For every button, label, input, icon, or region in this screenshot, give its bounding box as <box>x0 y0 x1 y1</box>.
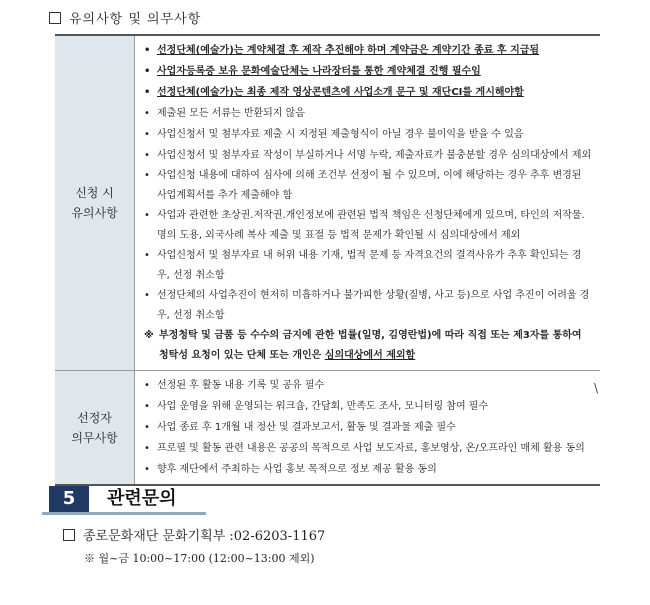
bullet-icon: • <box>144 108 150 119</box>
row-label-line: 선정자 <box>77 410 112 425</box>
page-title <box>49 8 201 27</box>
row-label-application-notes <box>55 35 135 371</box>
list-item <box>143 417 592 438</box>
list-item-text: 사업신청서 및 첨부자료 내 허위 내용 기재, 법적 문제 등 자격요건의 결격사유가 추후 확인되는 경우, 선정 취소함 <box>157 250 582 281</box>
list-item-text: 사업 운영을 위해 운영되는 워크숍, 간담회, 만족도 조사, 모니터링 참여 필수 <box>157 401 489 412</box>
bullet-icon: • <box>144 422 150 433</box>
list-item <box>143 438 592 459</box>
table-row-obligations <box>55 371 600 486</box>
list-item-text: 사업신청 내용에 대하여 심사에 의해 조건부 선정이 될 수 있으며, 이에 해당하는 경우 추후 변경된 사업계획서를 추가 제출해야 함 <box>157 170 582 201</box>
list-item <box>143 206 592 246</box>
stray-mark: \ <box>594 381 599 395</box>
page-title-text: 유의사항 및 의무사항 <box>69 12 202 27</box>
list-item <box>143 82 592 103</box>
section-title: 관련문의 <box>107 488 177 509</box>
list-item <box>143 166 592 206</box>
list-item <box>143 396 592 417</box>
contact-text: 종로문화재단 문화기획부 :02-6203-1167 <box>83 529 326 544</box>
bullet-icon: • <box>144 210 150 221</box>
bullet-icon: • <box>144 464 150 475</box>
list-item <box>143 61 592 82</box>
bullet-icon: • <box>144 250 150 261</box>
list-item-text: 프로필 및 활동 관련 내용은 공공의 목적으로 사업 보도자료, 홍보영상, 온/오프라인 매체 활용 동의 <box>157 443 585 454</box>
bullet-icon: • <box>144 380 150 391</box>
row-content-obligations <box>135 371 601 486</box>
row-label-line: 유의사항 <box>71 206 118 220</box>
list-item <box>143 459 592 480</box>
note-text-underlined: 심의대상에서 제외함 <box>324 350 416 361</box>
list-item-text: 향후 재단에서 주최하는 사업 홍보 목적으로 정보 제공 활용 동의 <box>157 464 437 475</box>
list-item-text: 사업자등록증 보유 문화예술단체는 나라장터를 통한 계약체결 진행 필수임 <box>157 66 481 77</box>
list-item-text: 선정단체의 사업추진이 현저히 미흡하거나 불가피한 상황(질병, 사고 등)으로 사업 추진이 어려울 경우, 선정 취소함 <box>157 290 590 321</box>
bullet-icon: • <box>144 170 150 181</box>
list-item <box>143 40 592 61</box>
bullet-icon: • <box>144 45 151 56</box>
list-item <box>143 246 592 286</box>
list-item <box>143 124 592 145</box>
list-item <box>143 103 592 124</box>
checkbox-square-icon <box>63 529 75 541</box>
note-text: 부정청탁 및 금품 등 수수의 금지에 관한 법률(일명, 김영란법)에 따라 직접 또는 제3자를 통하여 청탁성 요청이 있는 단체 또는 개인은 <box>159 330 582 361</box>
row-content-application-notes <box>135 35 601 371</box>
bullet-icon: • <box>144 290 150 301</box>
bullet-icon: • <box>144 443 150 454</box>
list-item <box>143 286 592 326</box>
row-label-line: 신청 시 <box>75 186 114 200</box>
list-item <box>143 145 592 166</box>
office-hours: ※ 월~금 10:00~17:00 (12:00~13:00 제외) <box>84 552 315 565</box>
list-item-text: 사업신청서 및 첨부자료 작성이 부실하거나 서명 누락, 제출자료가 불충분할 경우 심의대상에서 제외 <box>157 150 592 161</box>
list-item-text: 선정단체(예술가)는 계약체결 후 제작 추진해야 하며 계약금은 계약기간 종료 후 지급됨 <box>157 45 540 56</box>
bullet-icon: • <box>144 87 151 98</box>
list-item-text: 선정된 후 활동 내용 기록 및 공유 필수 <box>157 380 325 391</box>
list-item-text: 사업과 관련한 초상권.저작권.개인정보에 관련된 법적 책임은 신청단체에게 있으며, 타인의 저작물.명의 도용, 외국사례 복사 제출 및 표절 등 법적 문제가 확인될 시 심의대상에서 제외 <box>157 210 585 241</box>
table-row-application-notes <box>55 35 600 371</box>
application-notes-list <box>143 40 592 326</box>
list-item-text: 사업 종료 후 1개월 내 정산 및 결과보고서, 활동 및 결과물 제출 필수 <box>157 422 456 433</box>
checkbox-square-icon <box>49 12 61 24</box>
section-underline <box>42 512 206 515</box>
notice-table <box>55 34 600 486</box>
row-label-obligations <box>55 371 135 486</box>
list-item-text: 제출된 모든 서류는 반환되지 않음 <box>157 108 305 119</box>
bullet-icon: • <box>144 401 150 412</box>
bullet-icon: • <box>144 150 150 161</box>
reference-mark-icon: ※ <box>144 330 154 341</box>
section-number-badge: 5 <box>49 486 89 512</box>
list-item <box>143 375 592 396</box>
row-label-line: 의무사항 <box>71 430 118 445</box>
list-item-text: 사업신청서 및 첨부자료 제출 시 지정된 제출형식이 아닐 경우 불이익을 받을 수 있음 <box>157 129 524 140</box>
note-item <box>143 326 592 366</box>
contact-line <box>63 525 325 544</box>
bullet-icon: • <box>144 129 150 140</box>
list-item-text: 선정단체(예술가)는 최종 제작 영상콘텐츠에 사업소개 문구 및 재단CI를 게시해야함 <box>157 87 524 98</box>
bullet-icon: • <box>144 66 151 77</box>
obligations-list <box>143 375 592 480</box>
